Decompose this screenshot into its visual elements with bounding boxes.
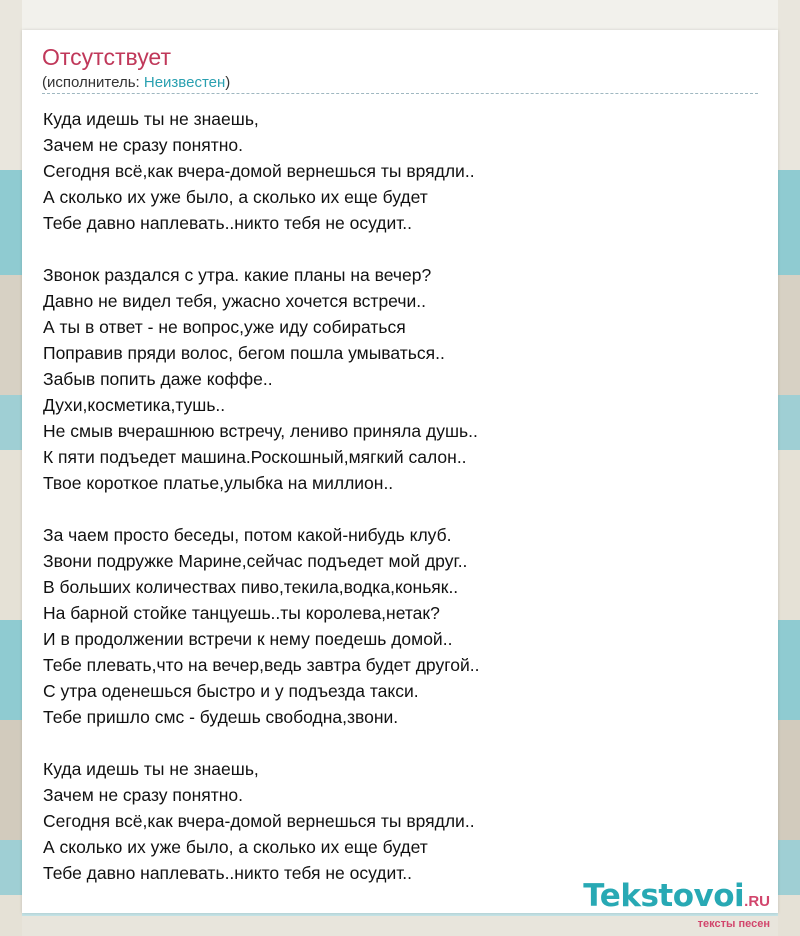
lyrics-card <box>22 30 778 913</box>
lyric-line: Тебе давно наплевать..никто тебя не осудит.. <box>43 213 413 233</box>
stanza-break <box>43 730 479 756</box>
lyric-line: Куда идешь ты не знаешь, <box>43 759 259 779</box>
lyric-line: За чаем просто беседы, потом какой-нибудь клуб. <box>43 525 452 545</box>
lyric-line: А ты в ответ - не вопрос,уже иду собираться <box>43 317 406 337</box>
lyric-line: Тебе давно наплевать..никто тебя не осудит.. <box>43 863 413 883</box>
logo-tld: .RU <box>744 893 770 910</box>
lyric-line: В больших количествах пиво,текила,водка,коньяк.. <box>43 577 459 597</box>
lyric-line: А сколько их уже было, а сколько их еще будет <box>43 187 428 207</box>
lyric-line: С утра оденешься быстро и у подъезда такси. <box>43 681 419 701</box>
lyric-line: Зачем не сразу понятно. <box>43 785 244 805</box>
lyric-line: Звонок раздался с утра. какие планы на вечер? <box>43 265 432 285</box>
lyric-line: Тебе плевать,что на вечер,ведь завтра будет другой.. <box>43 655 480 675</box>
lyric-line: Забыв попить даже коффе.. <box>43 369 273 389</box>
lyric-line: Поправив пряди волос, бегом пошла умываться.. <box>43 343 445 363</box>
header-divider <box>42 93 758 94</box>
lyric-line: Куда идешь ты не знаешь, <box>43 109 259 129</box>
lyric-line: К пяти подъедет машина.Роскошный,мягкий салон.. <box>43 447 467 467</box>
logo-wordmark: Tekstovoi <box>583 878 745 914</box>
artist-link[interactable]: Неизвестен <box>143 74 226 91</box>
lyric-line: Зачем не сразу понятно. <box>43 135 244 155</box>
artist-suffix: ) <box>225 74 231 91</box>
lyric-line: Не смыв вчерашнюю встречу, лениво приняла душь.. <box>43 421 478 441</box>
lyric-line: Звони подружке Марине,сейчас подъедет мой друг.. <box>43 551 468 571</box>
site-logo[interactable] <box>583 878 770 914</box>
artist-prefix: (исполнитель: <box>42 74 144 91</box>
lyric-line: Сегодня всё,как вчера-домой вернешься ты врядли.. <box>43 811 475 831</box>
logo-tagline: тексты песен <box>697 918 770 930</box>
background-stripes-left <box>0 0 22 936</box>
lyric-line: На барной стойке танцуешь..ты королева,нетак? <box>43 603 440 623</box>
lyric-line: И в продолжении встречи к нему поедешь домой.. <box>43 629 453 649</box>
lyric-line: А сколько их уже было, а сколько их еще будет <box>43 837 428 857</box>
artist-line <box>42 74 230 91</box>
lyric-line: Твое короткое платье,улыбка на миллион.. <box>43 473 394 493</box>
background-stripes-right <box>778 0 800 936</box>
song-title: Отсутствует <box>42 44 171 70</box>
stanza-break <box>43 496 479 522</box>
lyrics-text <box>43 106 479 886</box>
lyric-line: Сегодня всё,как вчера-домой вернешься ты врядли.. <box>43 161 475 181</box>
lyric-line: Тебе пришло смс - будешь свободна,звони. <box>43 707 399 727</box>
lyric-line: Давно не видел тебя, ужасно хочется встречи.. <box>43 291 426 311</box>
stanza-break <box>43 236 479 262</box>
lyric-line: Духи,косметика,тушь.. <box>43 395 226 415</box>
